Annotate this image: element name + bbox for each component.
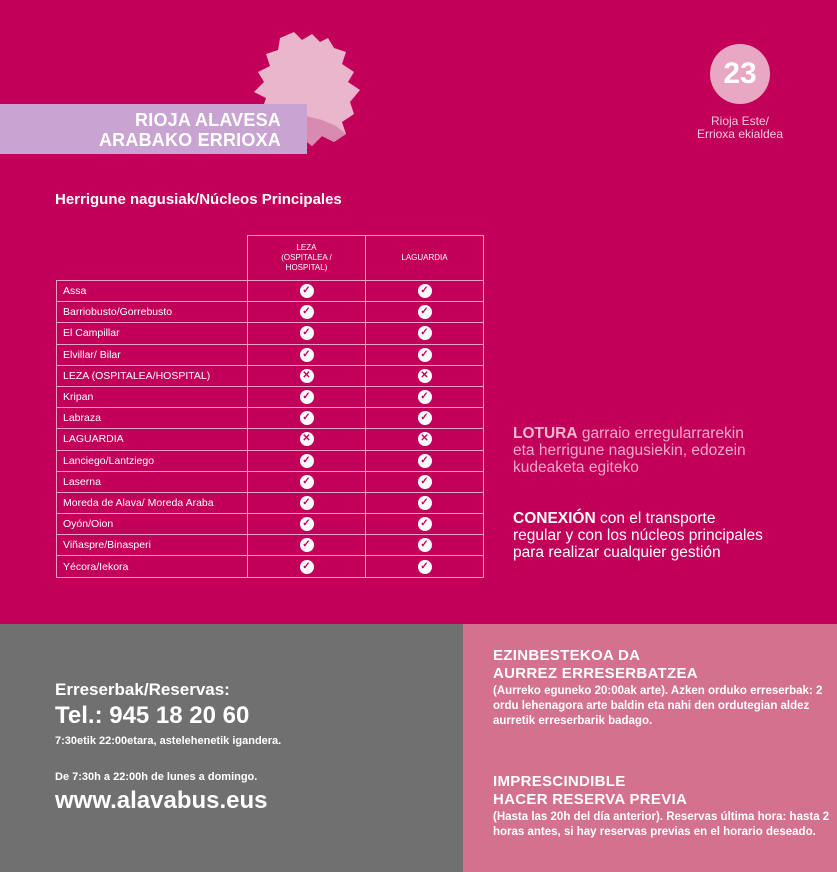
required-es-title2: HACER RESERVA PREVIA <box>493 791 688 808</box>
row-cell-c2 <box>366 302 484 323</box>
check-icon: ✓ <box>418 284 432 298</box>
row-name: Oyón/Oion <box>57 514 248 535</box>
table-row <box>57 450 484 471</box>
row-name: Laserna <box>57 471 248 492</box>
note-es <box>513 510 763 561</box>
row-cell-c1 <box>248 471 366 492</box>
row-name: LEZA (OSPITALEA/HOSPITAL) <box>57 365 248 386</box>
reservations-panel <box>0 624 463 872</box>
row-name: El Campillar <box>57 323 248 344</box>
row-cell-c1 <box>248 408 366 429</box>
table-row <box>57 492 484 513</box>
row-cell-c2 <box>366 408 484 429</box>
check-icon: ✓ <box>300 305 314 319</box>
note-eu <box>513 425 763 476</box>
row-name: Barriobusto/Gorrebusto <box>57 302 248 323</box>
row-cell-c2 <box>366 471 484 492</box>
check-icon: ✓ <box>300 538 314 552</box>
check-icon: ✓ <box>300 517 314 531</box>
note-eu-text: garraio erregularrarekin eta herrigune nagusiekin, edozein kudeaketa egiteko <box>513 425 746 476</box>
row-cell-c1 <box>248 386 366 407</box>
phone-number[interactable]: Tel.: 945 18 20 60 <box>55 702 250 729</box>
required-es-title1: IMPRESCINDIBLE <box>493 773 626 790</box>
check-icon: ✓ <box>418 538 432 552</box>
check-icon: ✓ <box>300 326 314 340</box>
table-row <box>57 514 484 535</box>
check-icon: ✓ <box>300 560 314 574</box>
row-name: Moreda de Alava/ Moreda Araba <box>57 492 248 513</box>
check-icon: ✓ <box>418 517 432 531</box>
row-cell-c2 <box>366 323 484 344</box>
line-number-badge: 23 <box>710 44 770 104</box>
line-name-es: Errioxa ekialdea <box>696 127 784 141</box>
table-row <box>57 323 484 344</box>
line-name-eu: Rioja Este/ <box>710 114 770 128</box>
check-icon: ✓ <box>418 560 432 574</box>
region-banner <box>0 104 307 154</box>
col1-line3: HOSPITAL) <box>285 263 328 272</box>
required-es <box>493 773 833 840</box>
hours-eu: 7:30etik 22:00etara, astelehenetik igandera. <box>55 735 282 747</box>
check-icon: ✓ <box>418 496 432 510</box>
check-icon: ✓ <box>300 390 314 404</box>
table-row <box>57 471 484 492</box>
table-row <box>57 365 484 386</box>
region-name-es: ARABAKO ERRIOXA <box>98 130 281 150</box>
check-icon: ✓ <box>418 305 432 319</box>
table-corner <box>57 236 248 281</box>
line-name <box>680 115 800 141</box>
row-cell-c1 <box>248 535 366 556</box>
cross-icon: ✕ <box>418 432 432 446</box>
row-name: Viñaspre/Binasperi <box>57 535 248 556</box>
row-cell-c1 <box>248 514 366 535</box>
note-eu-bold: LOTURA <box>513 425 578 442</box>
table-row <box>57 344 484 365</box>
table-row <box>57 408 484 429</box>
row-cell-c1 <box>248 492 366 513</box>
required-eu <box>493 647 833 729</box>
row-cell-c2 <box>366 281 484 302</box>
reservations-label: Erreserbak/Reservas: <box>55 680 230 699</box>
row-cell-c2 <box>366 386 484 407</box>
row-cell-c1 <box>248 323 366 344</box>
region-name-eu: RIOJA ALAVESA <box>135 110 281 130</box>
check-icon: ✓ <box>300 475 314 489</box>
check-icon: ✓ <box>418 475 432 489</box>
row-cell-c1 <box>248 365 366 386</box>
row-name: Assa <box>57 281 248 302</box>
table-row <box>57 302 484 323</box>
hours-es: De 7:30h a 22:00h de lunes a domingo. <box>55 771 258 783</box>
check-icon: ✓ <box>418 326 432 340</box>
row-cell-c1 <box>248 302 366 323</box>
check-icon: ✓ <box>300 348 314 362</box>
col1-line1: LEZA <box>296 243 317 252</box>
website-link[interactable]: www.alavabus.eus <box>55 787 268 814</box>
table-row <box>57 556 484 577</box>
row-name: Yécora/Iekora <box>57 556 248 577</box>
row-cell-c2 <box>366 556 484 577</box>
row-name: Elvillar/ Bilar <box>57 344 248 365</box>
note-es-bold: CONEXIÓN <box>513 510 596 527</box>
check-icon: ✓ <box>418 348 432 362</box>
table-row <box>57 429 484 450</box>
row-cell-c2 <box>366 535 484 556</box>
row-name: LAGUARDIA <box>57 429 248 450</box>
check-icon: ✓ <box>300 284 314 298</box>
cross-icon: ✕ <box>300 369 314 383</box>
row-name: Lanciego/Lantziego <box>57 450 248 471</box>
table-row <box>57 386 484 407</box>
note-es-text: con el transporte regular y con los núcleos principales para realizar cualquier gestión <box>513 510 763 561</box>
required-es-text: (Hasta las 20h del día anterior). Reservas última hora: hasta 2 horas antes, si hay reservas previas en el horario deseado. <box>493 811 830 838</box>
cross-icon: ✕ <box>418 369 432 383</box>
required-eu-text: (Aurreko eguneko 20:00ak arte). Azken orduko erreserbak: 2 ordu lehenagora arte baldin eta nahi den ordutegian aldez aurretik erreserbarik badago. <box>493 685 823 727</box>
row-cell-c2 <box>366 365 484 386</box>
row-cell-c1 <box>248 281 366 302</box>
row-cell-c1 <box>248 556 366 577</box>
col1-line2: (OSPITALEA / <box>281 253 332 262</box>
table-row <box>57 535 484 556</box>
row-cell-c2 <box>366 514 484 535</box>
check-icon: ✓ <box>418 454 432 468</box>
required-eu-title1: EZINBESTEKOA DA <box>493 647 641 664</box>
row-name: Kripan <box>57 386 248 407</box>
row-name: Labraza <box>57 408 248 429</box>
row-cell-c1 <box>248 429 366 450</box>
row-cell-c2 <box>366 492 484 513</box>
row-cell-c1 <box>248 450 366 471</box>
check-icon: ✓ <box>300 496 314 510</box>
cross-icon: ✕ <box>300 432 314 446</box>
row-cell-c2 <box>366 450 484 471</box>
row-cell-c1 <box>248 344 366 365</box>
row-cell-c2 <box>366 344 484 365</box>
check-icon: ✓ <box>300 454 314 468</box>
column-header-laguardia: LAGUARDIA <box>366 236 484 281</box>
row-cell-c2 <box>366 429 484 450</box>
required-eu-title2: AURREZ ERRESERBATZEA <box>493 665 698 682</box>
section-title: Herrigune nagusiak/Núcleos Principales <box>55 191 342 208</box>
table-row <box>57 281 484 302</box>
connections-table <box>56 235 484 578</box>
check-icon: ✓ <box>418 411 432 425</box>
check-icon: ✓ <box>300 411 314 425</box>
column-header-leza <box>248 236 366 281</box>
check-icon: ✓ <box>418 390 432 404</box>
